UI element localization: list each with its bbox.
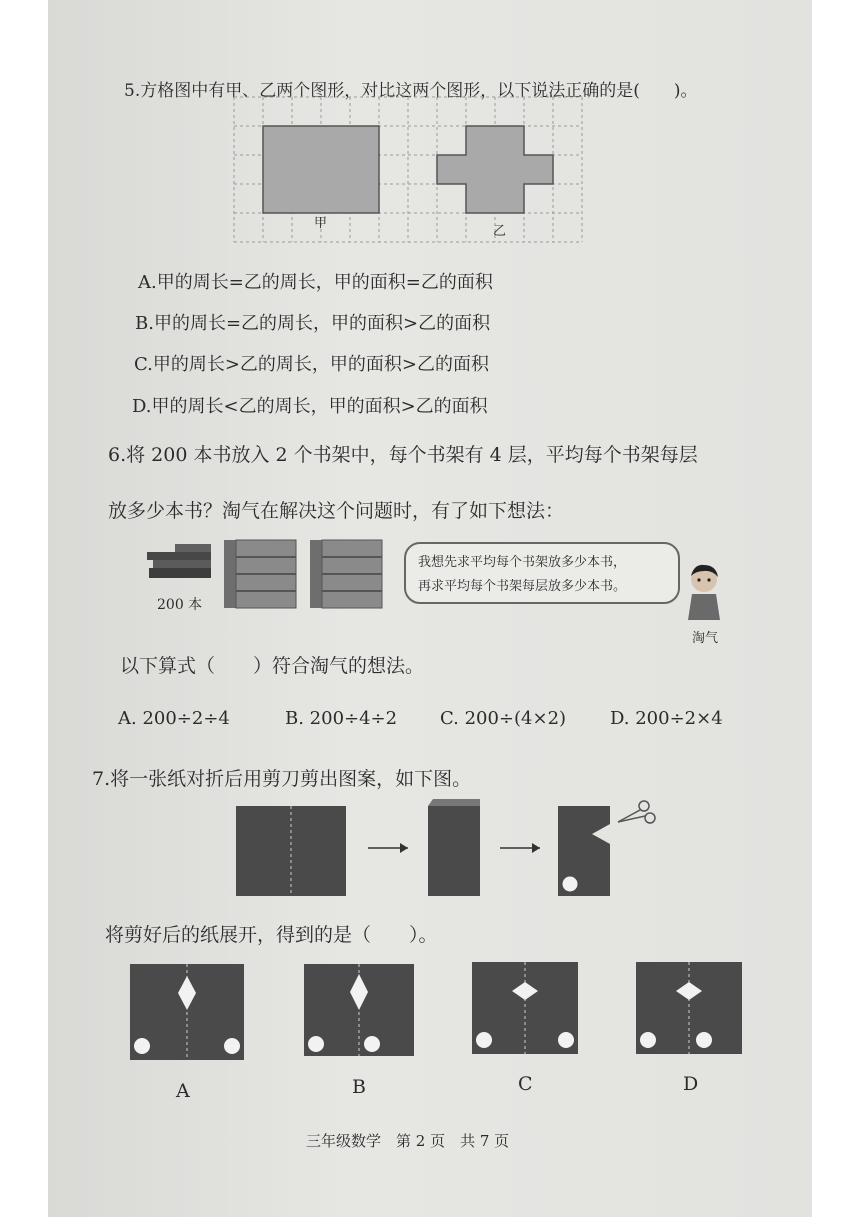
folding-steps-figure	[236, 796, 666, 900]
q6-stem-line1: 6.将 200 本书放入 2 个书架中，每个书架有 4 层，平均每个书架每层	[108, 444, 698, 466]
q5-option-b: B.甲的周长=乙的周长，甲的面积>乙的面积	[135, 313, 491, 334]
choice-c-figure	[470, 960, 580, 1056]
q7-question: 将剪好后的纸展开，得到的是（ ）。	[105, 924, 438, 946]
scissors-icon	[618, 801, 655, 823]
shape-yi-label: 乙	[493, 224, 507, 239]
choice-c-label: C	[518, 1073, 533, 1095]
books-label: 200 本	[157, 597, 203, 613]
books-stack-icon	[145, 538, 225, 588]
q5-stem: 5.方格图中有甲、乙两个图形，对比这两个图形，以下说法正确的是( )。	[124, 81, 698, 101]
choice-d-label: D	[683, 1073, 699, 1095]
q6-option-c: C. 200÷(4×2)	[440, 708, 567, 729]
q6-option-b: B. 200÷4÷2	[285, 708, 398, 729]
bubble-line-1: 我想先求平均每个书架放多少本书，	[418, 555, 627, 570]
character-name: 淘气	[692, 631, 719, 646]
q5-option-d: D.甲的周长<乙的周长，甲的面积>乙的面积	[132, 396, 488, 417]
bubble-line-2: 再求平均每个书架每层放多少本书。	[418, 579, 627, 594]
q6-stem-line2: 放多少本书？淘气在解决这个问题时，有了如下想法：	[108, 500, 565, 522]
q5-option-a: A.甲的周长=乙的周长，甲的面积=乙的面积	[138, 272, 493, 293]
choice-b-label: B	[352, 1076, 366, 1098]
shape-jia	[263, 126, 379, 213]
choice-b-figure	[302, 962, 418, 1058]
boy-character-icon	[682, 562, 726, 624]
shape-jia-label: 甲	[314, 216, 328, 231]
speech-bubble	[404, 542, 680, 604]
choice-a-label: A	[176, 1080, 190, 1102]
choice-a-figure	[128, 962, 248, 1062]
q7-stem: 7.将一张纸对折后用剪刀剪出图案，如下图。	[92, 768, 472, 790]
shape-yi	[437, 126, 553, 213]
bookshelf-icon	[222, 538, 298, 610]
q6-option-d: D. 200÷2×4	[610, 708, 723, 729]
q6-option-a: A. 200÷2÷4	[118, 708, 230, 729]
q6-question: 以下算式（ ）符合淘气的想法。	[120, 655, 425, 677]
page-footer: 三年级数学 第 2 页 共 7 页	[306, 1132, 510, 1150]
bookshelf-icon	[308, 538, 384, 610]
q5-grid-figure	[232, 95, 584, 247]
q5-option-c: C.甲的周长>乙的周长，甲的面积>乙的面积	[134, 354, 490, 375]
choice-d-figure	[634, 960, 744, 1056]
